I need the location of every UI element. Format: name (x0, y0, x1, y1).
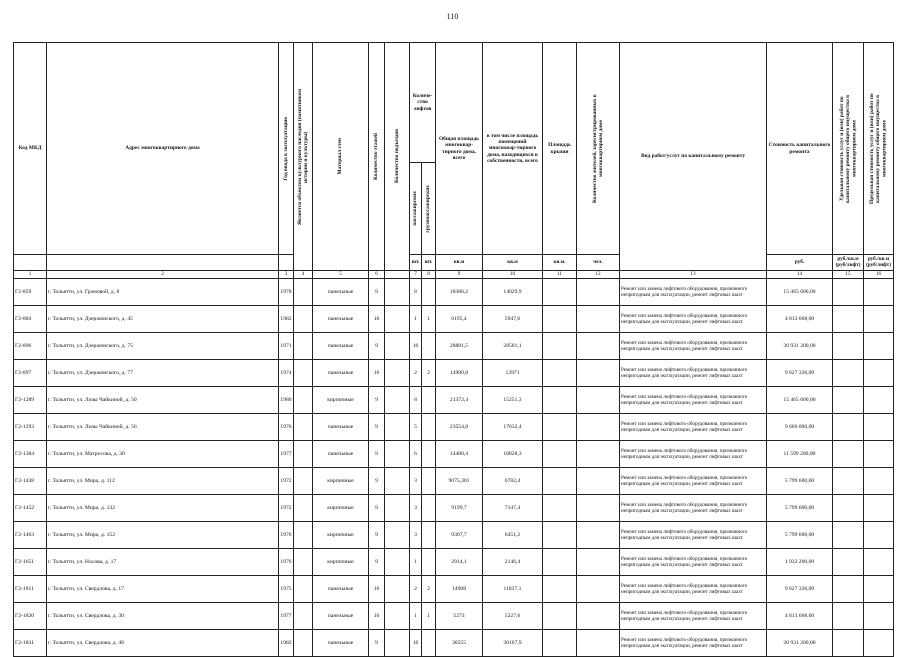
unit-total-area: кв.м (436, 255, 483, 271)
cell-heritage (294, 279, 313, 306)
header-floors: Количество этажей (373, 133, 380, 180)
cell-owned-area: 5227,6 (483, 603, 543, 630)
cell-limit-cost (864, 522, 894, 549)
cell-lifts-passenger: 3 (410, 495, 422, 522)
cell-year: 1976 (279, 549, 294, 576)
cell-floors: 16 (369, 360, 385, 387)
cell-year: 1978 (279, 279, 294, 306)
col-num-16: 16 (864, 271, 894, 279)
cell-lifts-passenger: 1 (410, 306, 422, 333)
cell-walls: кирпичные (313, 387, 369, 414)
cell-lifts-cargo: 2 (422, 576, 436, 603)
cell-floors: 16 (369, 576, 385, 603)
cell-code: Г2-896 (14, 333, 47, 360)
cell-lifts-cargo (422, 549, 436, 576)
col-num-12: 12 (577, 271, 620, 279)
cell-lifts-cargo: 1 (422, 306, 436, 333)
cell-lifts-cargo (422, 630, 436, 657)
cell-residents (577, 522, 620, 549)
cell-entrances (385, 306, 410, 333)
cell-cost: 15 465 600,00 (767, 279, 833, 306)
cell-lifts-passenger: 2 (410, 576, 422, 603)
cell-year: 1974 (279, 360, 294, 387)
cell-floors: 9 (369, 333, 385, 360)
cell-floors: 9 (369, 279, 385, 306)
cell-work: Ремонт или замена лифтового оборудования, признанного непригодным для эксплуатации, ремонт лифтовых шахт (620, 279, 767, 306)
cell-lifts-cargo: 1 (422, 603, 436, 630)
col-num-11: 11 (543, 271, 577, 279)
cell-address: г. Тольятти, ул. Лизы Чайкиной, д. 50 (47, 387, 279, 414)
cell-code: Г2-1293 (14, 414, 47, 441)
table-row (14, 414, 894, 441)
cell-heritage (294, 468, 313, 495)
cell-entrances (385, 468, 410, 495)
cell-limit-cost (864, 333, 894, 360)
cell-roof-area (543, 468, 577, 495)
table-row (14, 468, 894, 495)
cell-code: Г2-1651 (14, 549, 47, 576)
cell-address: г. Тольятти, ул. Мира, д. 132 (47, 495, 279, 522)
unit-owned-area: кв.м (483, 255, 543, 271)
cell-entrances (385, 414, 410, 441)
cell-walls: панельные (313, 603, 369, 630)
header-entrances: Количество подъездов (393, 129, 400, 184)
cell-work: Ремонт или замена лифтового оборудования, признанного непригодным для эксплуатации, ремонт лифтовых шахт (620, 414, 767, 441)
cell-total-area: 30555 (436, 630, 483, 657)
cell-owned-area: 14029,9 (483, 279, 543, 306)
unit-lifts-cargo: шт. (422, 255, 436, 271)
cell-unit-cost (833, 549, 864, 576)
cell-limit-cost (864, 441, 894, 468)
cell-cost: 11 599 200,00 (767, 441, 833, 468)
page-number: 110 (446, 12, 459, 21)
cell-residents (577, 360, 620, 387)
cell-code: Г2-1438 (14, 468, 47, 495)
cell-cost: 9 666 000,00 (767, 414, 833, 441)
cell-floors: 9 (369, 441, 385, 468)
col-num-9: 9 (436, 271, 483, 279)
cell-heritage (294, 387, 313, 414)
cell-floors: 16 (369, 306, 385, 333)
cell-unit-cost (833, 360, 864, 387)
cell-entrances (385, 360, 410, 387)
cell-lifts-passenger: 1 (410, 549, 422, 576)
cell-lifts-cargo (422, 279, 436, 306)
cell-walls: кирпичные (313, 549, 369, 576)
cell-entrances (385, 630, 410, 657)
cell-lifts-passenger: 3 (410, 468, 422, 495)
table-row (14, 495, 894, 522)
cell-unit-cost (833, 630, 864, 657)
cell-lifts-cargo (422, 441, 436, 468)
cell-residents (577, 306, 620, 333)
cell-floors: 9 (369, 495, 385, 522)
table-body (14, 279, 894, 657)
cell-heritage (294, 360, 313, 387)
col-num-8: 8 (422, 271, 436, 279)
cell-lifts-cargo (422, 387, 436, 414)
cell-work: Ремонт или замена лифтового оборудования, признанного непригодным для эксплуатации, ремонт лифтовых шахт (620, 387, 767, 414)
cell-lifts-passenger: 1 (410, 603, 422, 630)
cell-code: Г2-1384 (14, 441, 47, 468)
cell-address: г. Тольятти, ул. Лизы Чайкиной, д. 56 (47, 414, 279, 441)
cell-total-area: 14480,4 (436, 441, 483, 468)
cell-year: 1972 (279, 495, 294, 522)
cell-walls: панельные (313, 360, 369, 387)
cell-address: г. Тольятти, ул. Дзержинского, д. 45 (47, 306, 279, 333)
cell-roof-area (543, 495, 577, 522)
cell-heritage (294, 549, 313, 576)
cell-residents (577, 603, 620, 630)
cell-residents (577, 468, 620, 495)
cell-entrances (385, 333, 410, 360)
cell-residents (577, 414, 620, 441)
table-row (14, 522, 894, 549)
cell-limit-cost (864, 414, 894, 441)
col-num-1: 1 (14, 271, 47, 279)
cell-total-area: 14908 (436, 576, 483, 603)
cell-address: г. Тольятти, ул. Матросова, д. 30 (47, 441, 279, 468)
cell-address: г. Тольятти, ул. Мира, д. 112 (47, 468, 279, 495)
cell-entrances (385, 387, 410, 414)
col-num-7: 7 (410, 271, 422, 279)
cell-residents (577, 630, 620, 657)
cell-entrances (385, 522, 410, 549)
unit-unit-cost: руб./кв.м (руб/лифт) (833, 255, 864, 271)
header-code: Код МКД (14, 43, 47, 255)
table-row (14, 279, 894, 306)
cell-heritage (294, 414, 313, 441)
cell-code: Г2-1463 (14, 522, 47, 549)
cell-lifts-cargo (422, 414, 436, 441)
cell-owned-area: 28581,1 (483, 333, 543, 360)
cell-owned-area: 2146,4 (483, 549, 543, 576)
col-num-13: 13 (620, 271, 767, 279)
col-num-2: 2 (47, 271, 279, 279)
cell-owned-area: 11837,1 (483, 576, 543, 603)
cell-year: 1971 (279, 333, 294, 360)
table-row (14, 360, 894, 387)
header-year: Год ввода в эксплуатацию (282, 116, 289, 181)
cell-limit-cost (864, 468, 894, 495)
cell-year: 1977 (279, 441, 294, 468)
cell-unit-cost (833, 576, 864, 603)
cell-cost: 4 813 668,00 (767, 603, 833, 630)
cell-cost: 4 813 668,00 (767, 306, 833, 333)
cell-total-area: 5273 (436, 603, 483, 630)
cell-lifts-passenger: 3 (410, 522, 422, 549)
cell-floors: 9 (369, 522, 385, 549)
cell-owned-area: 13971 (483, 360, 543, 387)
cell-residents (577, 441, 620, 468)
cell-work: Ремонт или замена лифтового оборудования, признанного непригодным для эксплуатации, ремонт лифтовых шахт (620, 468, 767, 495)
cell-walls: кирпичные (313, 495, 369, 522)
header-total-area: Общая площадь многоквар-тирного дома, всего (436, 43, 483, 255)
cell-year: 1980 (279, 387, 294, 414)
cell-owned-area: 5947,6 (483, 306, 543, 333)
header-unit-cost: Удельная стоимость услуг и (или) работ по капитальному ремонту общего имущества в многоквартирном доме (838, 94, 858, 203)
cell-roof-area (543, 279, 577, 306)
cell-roof-area (543, 603, 577, 630)
header-cost: Стоимость капитального ремонта (767, 43, 833, 255)
cell-owned-area: 10828,3 (483, 441, 543, 468)
unit-lifts-passenger: шт. (410, 255, 422, 271)
unit-roof-area: кв.м. (543, 255, 577, 271)
cell-lifts-cargo (422, 468, 436, 495)
cell-address: г. Тольятти, ул. Свердлова, д. 17 (47, 576, 279, 603)
table-row (14, 441, 894, 468)
cell-walls: панельные (313, 333, 369, 360)
cell-walls: кирпичные (313, 468, 369, 495)
cell-total-area: 9307,7 (436, 522, 483, 549)
cell-code: Г2-1820 (14, 603, 47, 630)
cell-floors: 9 (369, 468, 385, 495)
cell-limit-cost (864, 630, 894, 657)
cell-entrances (385, 603, 410, 630)
unit-residents: чел. (577, 255, 620, 271)
cell-entrances (385, 576, 410, 603)
col-num-3: 3 (279, 271, 294, 279)
cell-floors: 16 (369, 603, 385, 630)
header-roof-area: Площадь крыши (543, 43, 577, 255)
cell-heritage (294, 603, 313, 630)
cell-floors: 9 (369, 387, 385, 414)
cell-code: Г2-884 (14, 306, 47, 333)
cell-code: Г2-1452 (14, 495, 47, 522)
header-walls: Материал стен (337, 138, 344, 175)
unit-limit-cost: руб./кв.м (руб/лифт) (864, 255, 894, 271)
cell-limit-cost (864, 549, 894, 576)
cell-roof-area (543, 387, 577, 414)
header-lifts-passenger: пассажирских (412, 191, 419, 226)
cell-total-area: 28881,5 (436, 333, 483, 360)
header-limit-cost: Предельная стоимость услуг и (или) работ по капитальному ремонту общего имущества в многоквартирном доме (869, 93, 888, 204)
cell-year: 1982 (279, 630, 294, 657)
cell-total-area: 14980,8 (436, 360, 483, 387)
cell-roof-area (543, 441, 577, 468)
cell-roof-area (543, 414, 577, 441)
cell-address: г. Тольятти, ул. Свердлова, д. 30 (47, 603, 279, 630)
cell-floors: 9 (369, 414, 385, 441)
cell-residents (577, 495, 620, 522)
cell-walls: панельные (313, 576, 369, 603)
cell-work: Ремонт или замена лифтового оборудования, признанного непригодным для эксплуатации, ремонт лифтовых шахт (620, 495, 767, 522)
cell-cost: 5 799 600,00 (767, 522, 833, 549)
cell-heritage (294, 306, 313, 333)
table-row (14, 387, 894, 414)
cell-owned-area: 30167,9 (483, 630, 543, 657)
header-owned-area: в том числе площадь помещений многоквар-тирного дома, находящихся в собственности, всего (483, 43, 543, 255)
cell-address: г. Тольятти, ул. Громовой, д. 8 (47, 279, 279, 306)
cell-year: 1972 (279, 468, 294, 495)
cell-cost: 30 931 200,00 (767, 333, 833, 360)
cell-lifts-cargo: 2 (422, 360, 436, 387)
cell-walls: панельные (313, 630, 369, 657)
col-num-5: 5 (313, 271, 369, 279)
cell-limit-cost (864, 576, 894, 603)
cell-roof-area (543, 522, 577, 549)
cell-work: Ремонт или замена лифтового оборудования, признанного непригодным для эксплуатации, ремонт лифтовых шахт (620, 522, 767, 549)
header-lifts: Количе-ство лифтов (410, 43, 436, 163)
cell-owned-area: 6451,2 (483, 522, 543, 549)
cell-walls: панельные (313, 279, 369, 306)
cell-unit-cost (833, 414, 864, 441)
cell-entrances (385, 549, 410, 576)
cell-unit-cost (833, 603, 864, 630)
cell-owned-area: 6782,4 (483, 468, 543, 495)
cell-code: Г2-859 (14, 279, 47, 306)
cell-address: г. Тольятти, ул. Дзержинского, д. 75 (47, 333, 279, 360)
cell-year: 1975 (279, 576, 294, 603)
cell-lifts-passenger: 8 (410, 387, 422, 414)
cell-lifts-passenger: 8 (410, 279, 422, 306)
cell-owned-area: 15251,3 (483, 387, 543, 414)
cell-roof-area (543, 549, 577, 576)
col-num-10: 10 (483, 271, 543, 279)
cell-heritage (294, 522, 313, 549)
cell-walls: панельные (313, 414, 369, 441)
cell-entrances (385, 495, 410, 522)
table-row (14, 576, 894, 603)
cell-residents (577, 576, 620, 603)
cell-heritage (294, 333, 313, 360)
cell-total-area: 6195,4 (436, 306, 483, 333)
cell-limit-cost (864, 495, 894, 522)
cell-year: 1976 (279, 414, 294, 441)
cell-residents (577, 333, 620, 360)
cell-cost: 1 933 200,00 (767, 549, 833, 576)
cell-cost: 5 799 600,00 (767, 468, 833, 495)
cell-unit-cost (833, 522, 864, 549)
cell-roof-area (543, 630, 577, 657)
cell-lifts-passenger: 6 (410, 441, 422, 468)
cell-address: г. Тольятти, ул. Мира, д. 152 (47, 522, 279, 549)
cell-limit-cost (864, 279, 894, 306)
table-row (14, 306, 894, 333)
cell-year: 1982 (279, 306, 294, 333)
cell-address: г. Тольятти, ул. Свердлова, д. 48 (47, 630, 279, 657)
cell-limit-cost (864, 360, 894, 387)
cell-lifts-passenger: 2 (410, 360, 422, 387)
cell-heritage (294, 576, 313, 603)
cell-total-area: 21372,4 (436, 387, 483, 414)
cell-year: 1976 (279, 522, 294, 549)
cell-total-area: 9075,301 (436, 468, 483, 495)
cell-heritage (294, 441, 313, 468)
cell-unit-cost (833, 279, 864, 306)
cell-entrances (385, 279, 410, 306)
cell-work: Ремонт или замена лифтового оборудования, признанного непригодным для эксплуатации, ремонт лифтовых шахт (620, 360, 767, 387)
cell-limit-cost (864, 603, 894, 630)
cell-roof-area (543, 360, 577, 387)
cell-unit-cost (833, 468, 864, 495)
cell-total-area: 2914,1 (436, 549, 483, 576)
table-row (14, 333, 894, 360)
cell-limit-cost (864, 306, 894, 333)
cell-heritage (294, 495, 313, 522)
cell-unit-cost (833, 306, 864, 333)
cell-work: Ремонт или замена лифтового оборудования, признанного непригодным для эксплуатации, ремонт лифтовых шахт (620, 630, 767, 657)
cell-code: Г2-1831 (14, 630, 47, 657)
cell-address: г. Тольятти, ул. Носова, д. 17 (47, 549, 279, 576)
cell-code: Г2-1811 (14, 576, 47, 603)
col-num-4: 4 (294, 271, 313, 279)
cell-total-area: 9199,7 (436, 495, 483, 522)
cell-address: г. Тольятти, ул. Дзержинского, д. 77 (47, 360, 279, 387)
cell-work: Ремонт или замена лифтового оборудования, признанного непригодным для эксплуатации, ремонт лифтовых шахт (620, 441, 767, 468)
col-num-14: 14 (767, 271, 833, 279)
cell-entrances (385, 441, 410, 468)
cell-work: Ремонт или замена лифтового оборудования, признанного непригодным для эксплуатации, ремонт лифтовых шахт (620, 549, 767, 576)
col-num-6: 6 (369, 271, 385, 279)
cell-lifts-cargo (422, 333, 436, 360)
cell-walls: панельные (313, 306, 369, 333)
cell-cost: 30 931 200,00 (767, 630, 833, 657)
cell-roof-area (543, 333, 577, 360)
cell-code: Г2-1289 (14, 387, 47, 414)
cell-owned-area: 17632,4 (483, 414, 543, 441)
header-address: Адрес многоквартирного дома (47, 43, 279, 255)
cell-heritage (294, 630, 313, 657)
cell-walls: кирпичные (313, 522, 369, 549)
header-lifts-cargo: грузопассажирских (425, 184, 432, 233)
cell-lifts-passenger: 16 (410, 333, 422, 360)
table-row (14, 603, 894, 630)
cell-owned-area: 7147,4 (483, 495, 543, 522)
cell-cost: 9 627 336,00 (767, 576, 833, 603)
repair-table (13, 42, 894, 657)
cell-roof-area (543, 576, 577, 603)
cell-residents (577, 549, 620, 576)
cell-work: Ремонт или замена лифтового оборудования, признанного непригодным для эксплуатации, ремонт лифтовых шахт (620, 576, 767, 603)
cell-code: Г2-897 (14, 360, 47, 387)
cell-cost: 5 799 600,00 (767, 495, 833, 522)
cell-lifts-cargo (422, 522, 436, 549)
table-row (14, 549, 894, 576)
cell-work: Ремонт или замена лифтового оборудования, признанного непригодным для эксплуатации, ремонт лифтовых шахт (620, 306, 767, 333)
cell-unit-cost (833, 333, 864, 360)
cell-cost: 15 465 600,00 (767, 387, 833, 414)
cell-unit-cost (833, 387, 864, 414)
table-row (14, 630, 894, 657)
cell-residents (577, 387, 620, 414)
cell-walls: панельные (313, 441, 369, 468)
cell-residents (577, 279, 620, 306)
cell-unit-cost (833, 441, 864, 468)
cell-floors: 9 (369, 549, 385, 576)
cell-year: 1977 (279, 603, 294, 630)
header-work: Вид работ/услуг по капитальному ремонту (620, 43, 767, 271)
cell-lifts-passenger: 5 (410, 414, 422, 441)
cell-roof-area (543, 306, 577, 333)
cell-cost: 9 627 336,00 (767, 360, 833, 387)
header-residents: Количество жителей, зарегистрированных в многоквартирном доме (591, 94, 604, 203)
cell-lifts-cargo (422, 495, 436, 522)
cell-work: Ремонт или замена лифтового оборудования, признанного непригодным для эксплуатации, ремонт лифтовых шахт (620, 603, 767, 630)
cell-unit-cost (833, 495, 864, 522)
cell-total-area: 23554,8 (436, 414, 483, 441)
unit-cost: руб. (767, 255, 833, 271)
cell-lifts-passenger: 16 (410, 630, 422, 657)
col-num-15: 15 (833, 271, 864, 279)
cell-total-area: 18386,2 (436, 279, 483, 306)
cell-floors: 9 (369, 630, 385, 657)
cell-work: Ремонт или замена лифтового оборудования, признанного непригодным для эксплуатации, ремонт лифтовых шахт (620, 333, 767, 360)
header-heritage: Является объектом культурного наследия (памятником истории и культуры) (296, 88, 309, 225)
cell-limit-cost (864, 387, 894, 414)
